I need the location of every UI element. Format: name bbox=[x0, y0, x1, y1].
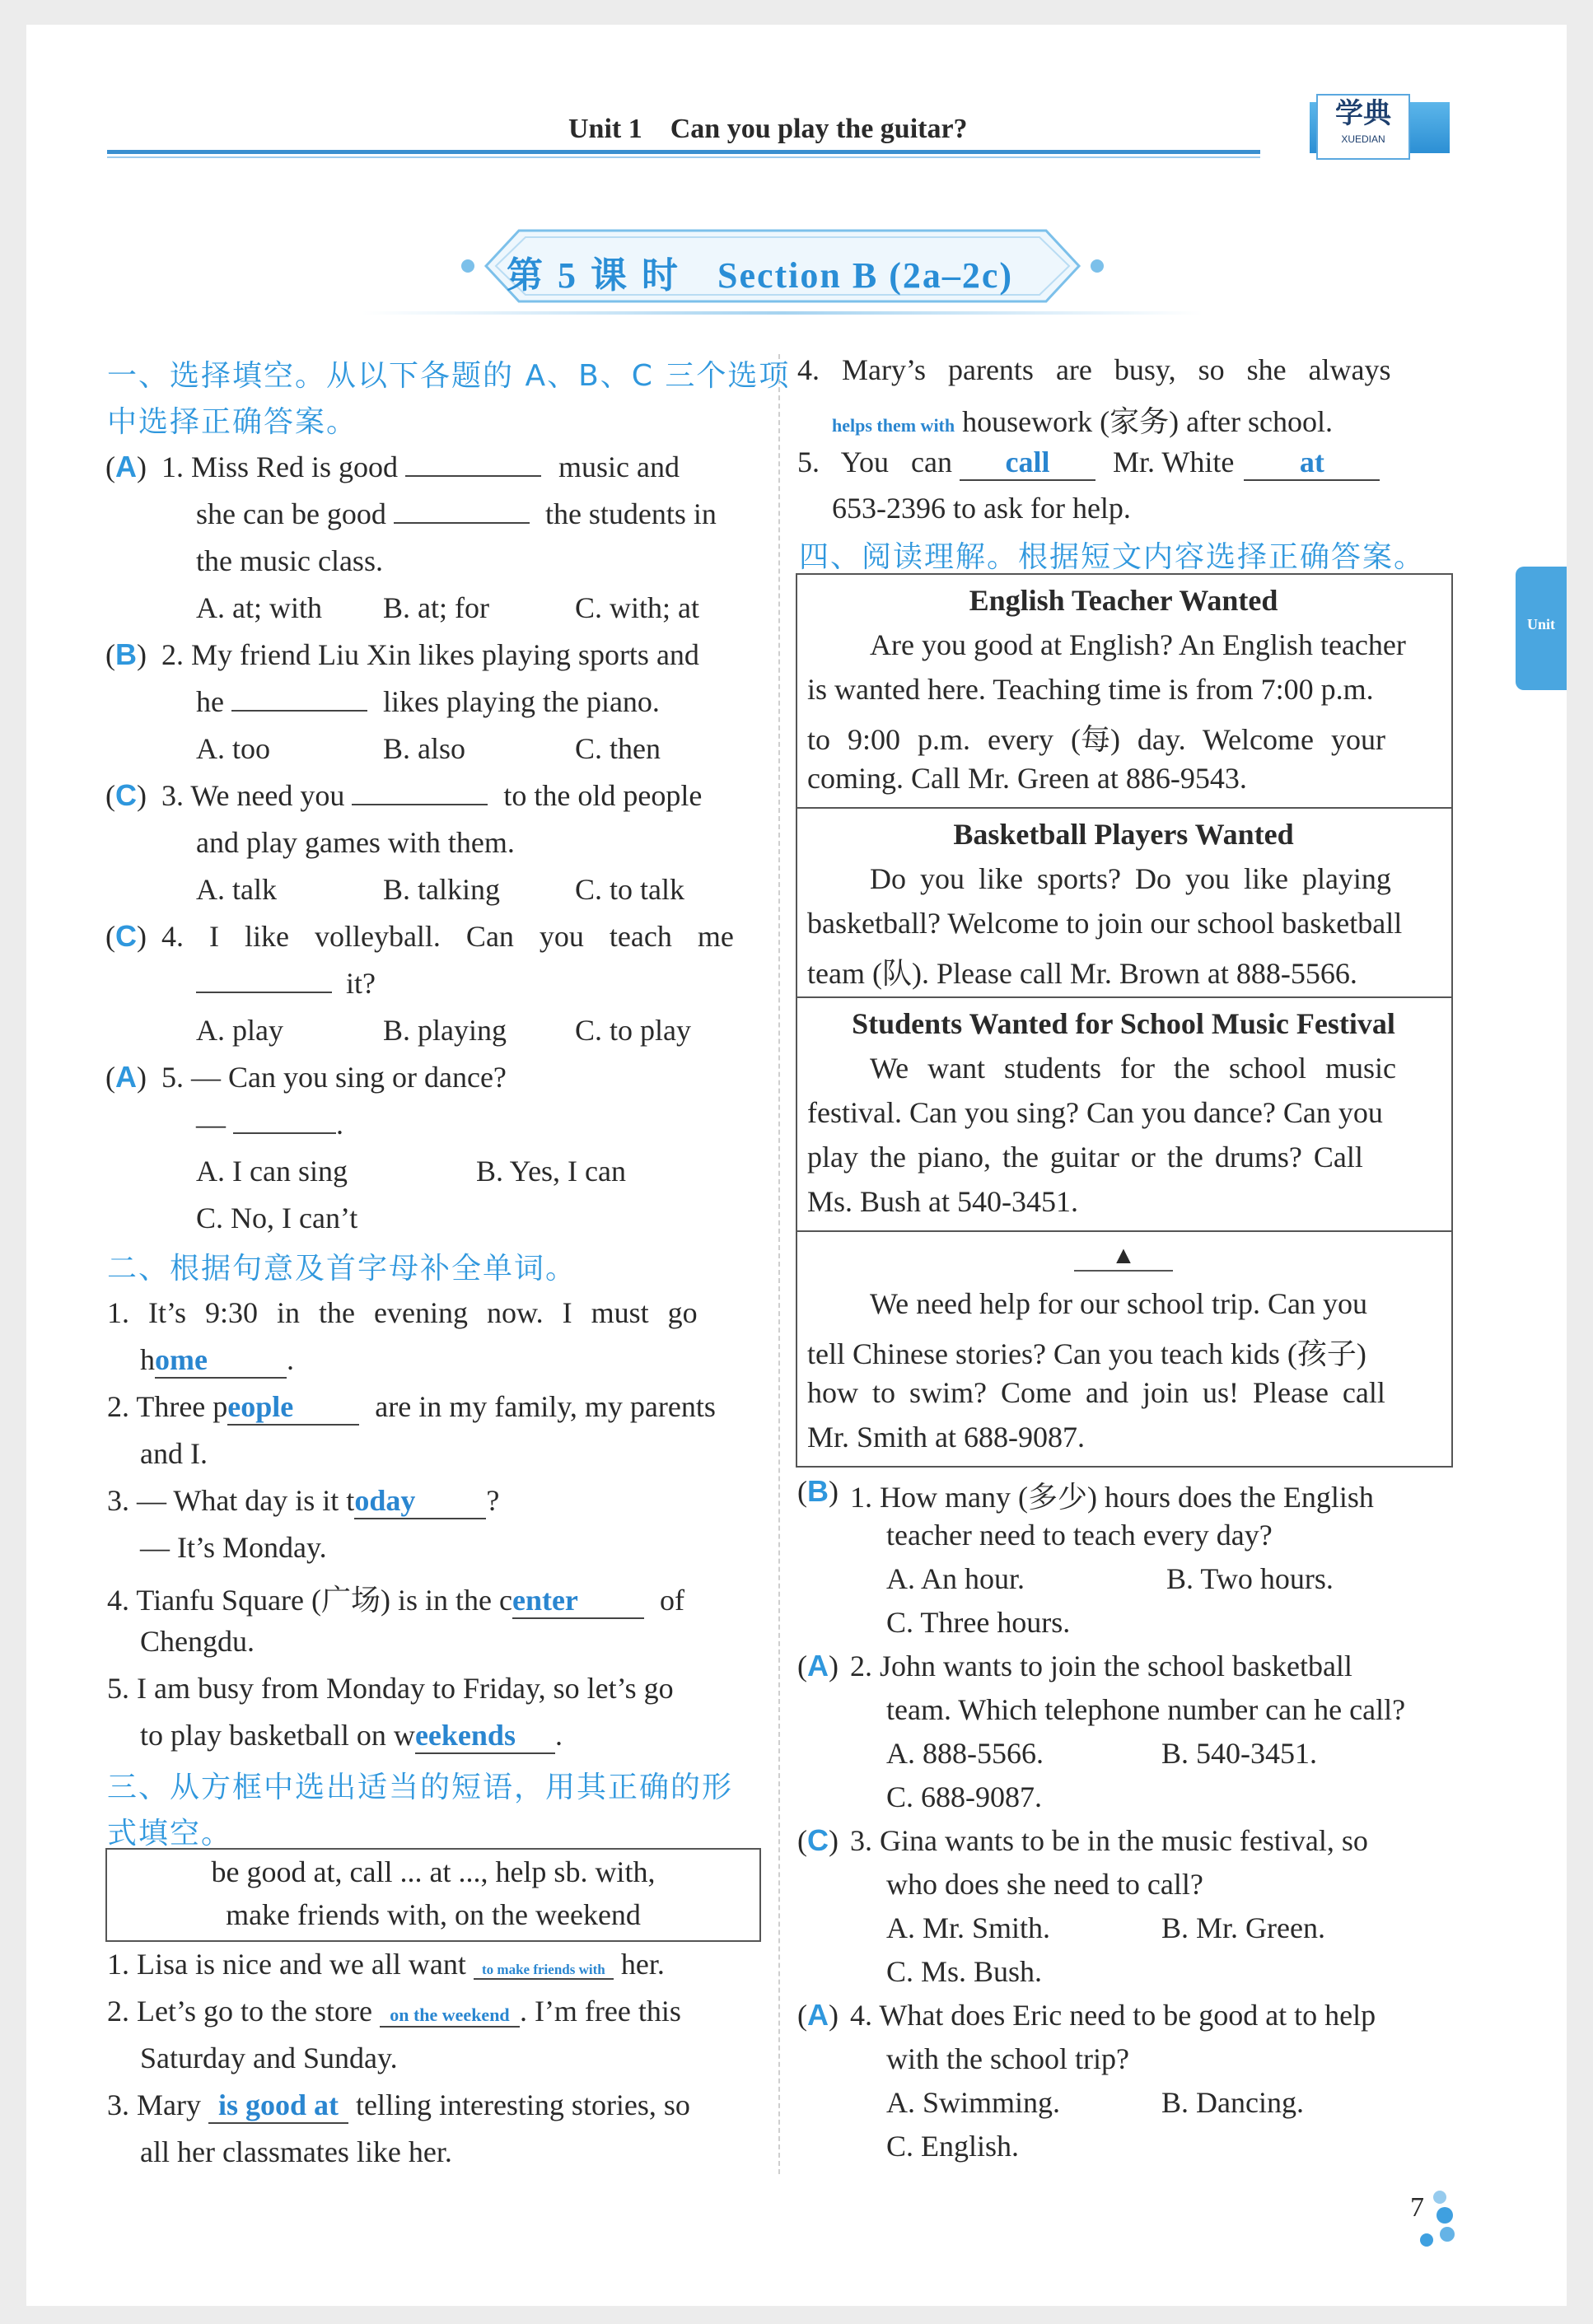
r4-option-b: B. Dancing. bbox=[1161, 2086, 1304, 2119]
q5-option-a: A. I can sing bbox=[196, 1155, 348, 1188]
q3-option-a: A. talk bbox=[196, 873, 277, 906]
decor-dot bbox=[1440, 2227, 1455, 2242]
q1-option-c: C. with; at bbox=[575, 591, 699, 624]
decor-dot bbox=[1437, 2207, 1453, 2224]
s2-item4-line1: 4. Tianfu Square (广场) is in the center of bbox=[107, 1577, 684, 1619]
section3-title-line1: 三、从方框中选出适当的短语，用其正确的形 bbox=[107, 1771, 734, 1804]
r3-line2: who does she need to call? bbox=[886, 1868, 1203, 1901]
section2-title: 二、根据句意及首字母补全单词。 bbox=[107, 1252, 577, 1286]
header-rule-thin bbox=[107, 156, 1260, 158]
s3-item2-line2: Saturday and Sunday. bbox=[140, 2042, 398, 2074]
ad1-line2: is wanted here. Teaching time is from 7:00 p.m. bbox=[807, 673, 1374, 706]
s3-item3-line1: 3. Mary is good at telling interesting stories, so bbox=[107, 2088, 690, 2124]
q2-line1: 2. My friend Liu Xin likes playing sports and bbox=[161, 638, 699, 671]
q1-line2: she can be good the students in bbox=[196, 497, 717, 530]
q2-option-a: A. too bbox=[196, 732, 270, 765]
r2-line2: team. Which telephone number can he call? bbox=[886, 1693, 1406, 1726]
s2-item3-line2: — It’s Monday. bbox=[140, 1531, 327, 1564]
s3-item5-line2: 653-2396 to ask for help. bbox=[832, 492, 1131, 525]
ad3-line3: play the piano, the guitar or the drums? Call bbox=[807, 1141, 1363, 1174]
q2-option-b: B. also bbox=[383, 732, 466, 765]
r1-answer: (B) bbox=[797, 1474, 839, 1508]
s3-item5-line1: 5. You can call Mr. White at bbox=[797, 445, 1380, 481]
phrase-box-line2: make friends with, on the weekend bbox=[226, 1898, 641, 1931]
r4-answer: (A) bbox=[797, 1998, 839, 2032]
s2-item2-fill: eople bbox=[227, 1390, 294, 1423]
q4-option-a: A. play bbox=[196, 1014, 283, 1047]
ad3-title: Students Wanted for School Music Festival bbox=[852, 1007, 1395, 1040]
r1-line1: 1. How many (多少) hours does the English bbox=[850, 1481, 1374, 1514]
ad3-line1: We want students for the school music bbox=[870, 1052, 1396, 1085]
ad4-line3: how to swim? Come and join us! Please call bbox=[807, 1376, 1385, 1409]
s2-item3-fill: oday bbox=[354, 1484, 416, 1517]
section3-title-line2: 式填空。 bbox=[107, 1817, 233, 1850]
q4-option-b: B. playing bbox=[383, 1014, 507, 1047]
ad4-line4: Mr. Smith at 688-9087. bbox=[807, 1421, 1086, 1454]
unit-side-tab: Unit bbox=[1516, 567, 1567, 690]
r3-option-b: B. Mr. Green. bbox=[1161, 1911, 1325, 1944]
s3-item4-fill: helps them with bbox=[832, 415, 955, 436]
s3-item3-line2: all her classmates like her. bbox=[140, 2135, 452, 2168]
r2-option-b: B. 540-3451. bbox=[1161, 1737, 1317, 1770]
q1-answer: (A) bbox=[105, 450, 147, 483]
s2-item1-line1: 1. It’s 9:30 in the evening now. I must go bbox=[107, 1296, 698, 1329]
ad2-title: Basketball Players Wanted bbox=[953, 818, 1294, 851]
q5-line2: — . bbox=[196, 1108, 343, 1141]
r4-line1: 4. What does Eric need to be good at to help bbox=[850, 1999, 1376, 2032]
s2-item4-line2: Chengdu. bbox=[140, 1625, 255, 1658]
brand-logo bbox=[1316, 94, 1410, 160]
s2-item2-line1: 2. Three people are in my family, my parents bbox=[107, 1389, 716, 1426]
r3-option-c: C. Ms. Bush. bbox=[886, 1955, 1043, 1988]
q4-answer: (C) bbox=[105, 919, 147, 953]
r1-option-c: C. Three hours. bbox=[886, 1606, 1071, 1639]
ads-divider-2 bbox=[796, 996, 1451, 998]
q2-line2: he likes playing the piano. bbox=[196, 685, 660, 718]
q5-option-b: B. Yes, I can bbox=[476, 1155, 627, 1188]
s2-item1-line2: home . bbox=[140, 1342, 294, 1379]
ad2-line3: team (队). Please call Mr. Brown at 888-5566. bbox=[807, 957, 1357, 990]
column-divider bbox=[778, 354, 780, 2174]
lesson-en: Section B (2a–2c) bbox=[717, 255, 1014, 296]
ad4-title-blank: ▲ bbox=[1074, 1242, 1173, 1272]
s2-item5-fill: eekends bbox=[414, 1719, 516, 1752]
q3-line2: and play games with them. bbox=[196, 826, 515, 859]
s3-item5-fill1: call bbox=[1005, 446, 1050, 478]
s3-item4-line1: 4. Mary’s parents are busy, so she always bbox=[797, 353, 1391, 386]
ad1-line1: Are you good at English? An English teacher bbox=[870, 628, 1406, 661]
ad1-line4: coming. Call Mr. Green at 886-9543. bbox=[807, 762, 1247, 795]
q3-line1: 3. We need you to the old people bbox=[161, 779, 703, 812]
r2-answer: (A) bbox=[797, 1649, 839, 1682]
q4-option-c: C. to play bbox=[575, 1014, 691, 1047]
q2-option-c: C. then bbox=[575, 732, 661, 765]
q1-line3: the music class. bbox=[196, 544, 383, 577]
s3-item1-fill: to make friends with bbox=[482, 1962, 605, 1977]
s2-item5-line2: to play basketball on weekends . bbox=[140, 1718, 563, 1754]
r3-option-a: A. Mr. Smith. bbox=[886, 1911, 1051, 1944]
q5-option-c: C. No, I can’t bbox=[196, 1202, 358, 1234]
q3-option-c: C. to talk bbox=[575, 873, 684, 906]
q3-option-b: B. talking bbox=[383, 873, 500, 906]
q2-answer: (B) bbox=[105, 637, 147, 671]
ad3-line2: festival. Can you sing? Can you dance? Can you bbox=[807, 1096, 1383, 1129]
r4-line2: with the school trip? bbox=[886, 2042, 1129, 2075]
unit-title: Unit 1 Can you play the guitar? bbox=[568, 114, 968, 144]
s3-item3-fill: is good at bbox=[217, 2088, 339, 2121]
s2-item2-line2: and I. bbox=[140, 1437, 208, 1470]
ad1-line3: to 9:00 p.m. every (每) day. Welcome your bbox=[807, 723, 1385, 756]
s2-item5-line1: 5. I am busy from Monday to Friday, so let’s go bbox=[107, 1672, 674, 1705]
s2-item3-line1: 3. — What day is it today ? bbox=[107, 1483, 499, 1519]
r1-line2: teacher need to teach every day? bbox=[886, 1519, 1273, 1552]
phrase-box bbox=[105, 1848, 761, 1942]
q3-answer: (C) bbox=[105, 778, 147, 812]
ad2-line1: Do you like sports? Do you like playing bbox=[870, 862, 1391, 895]
logo-cn: 学典 bbox=[1335, 99, 1391, 129]
q1-line1: 1. Miss Red is good music and bbox=[161, 450, 680, 483]
q5-answer: (A) bbox=[105, 1060, 147, 1094]
section1-title-line1: 一、选择填空。从以下各题的 A、B、C 三个选项 bbox=[107, 359, 791, 393]
phrase-box-line1: be good at, call ... at ..., help sb. with, bbox=[211, 1855, 656, 1888]
s3-item5-fill2: at bbox=[1299, 446, 1324, 478]
decor-dot bbox=[1433, 2191, 1446, 2204]
r3-line1: 3. Gina wants to be in the music festival, so bbox=[850, 1824, 1368, 1857]
s3-item1: 1. Lisa is nice and we all want to make friends with her. bbox=[107, 1948, 665, 1981]
r3-answer: (C) bbox=[797, 1823, 839, 1857]
ads-divider-3 bbox=[796, 1230, 1451, 1232]
r2-option-a: A. 888-5566. bbox=[886, 1737, 1044, 1770]
lesson-underline bbox=[362, 311, 1203, 315]
logo-en: XUEDIAN bbox=[1341, 133, 1385, 145]
r4-option-c: C. English. bbox=[886, 2130, 1020, 2163]
q1-option-b: B. at; for bbox=[383, 591, 489, 624]
ad1-title: English Teacher Wanted bbox=[969, 584, 1278, 617]
r1-option-b: B. Two hours. bbox=[1166, 1562, 1334, 1595]
lesson-cn: 第5课时 bbox=[507, 255, 693, 296]
ad3-line4: Ms. Bush at 540-3451. bbox=[807, 1185, 1079, 1218]
page-number: 7 bbox=[1410, 2192, 1424, 2223]
q5-line1: 5. — Can you sing or dance? bbox=[161, 1061, 507, 1094]
r4-option-a: A. Swimming. bbox=[886, 2086, 1061, 2119]
ad4-line2: tell Chinese stories? Can you teach kids (孩子) bbox=[807, 1337, 1366, 1370]
r2-option-c: C. 688-9087. bbox=[886, 1780, 1042, 1813]
ads-divider-1 bbox=[796, 807, 1451, 809]
decor-dot bbox=[1420, 2233, 1433, 2247]
q4-line2: it? bbox=[196, 966, 376, 1001]
r2-line1: 2. John wants to join the school basketball bbox=[850, 1650, 1352, 1682]
s3-item4-line2: helps them with housework (家务) after school. bbox=[832, 405, 1334, 438]
s3-item2-line1: 2. Let’s go to the store on the weekend . I’m free this bbox=[107, 1995, 681, 2028]
q1-option-a: A. at; with bbox=[196, 591, 322, 624]
lesson-title bbox=[507, 245, 1013, 298]
s2-item4-fill: enter bbox=[512, 1584, 578, 1617]
s3-item2-fill: on the weekend bbox=[390, 2004, 510, 2025]
q4-line1: 4. I like volleyball. Can you teach me bbox=[161, 920, 734, 953]
section1-title-line2: 中选择正确答案。 bbox=[107, 405, 358, 439]
ad4-line1: We need help for our school trip. Can you bbox=[870, 1287, 1367, 1320]
r1-option-a: A. An hour. bbox=[886, 1562, 1025, 1595]
s2-item1-fill: ome bbox=[155, 1343, 208, 1376]
header-rule bbox=[107, 150, 1260, 154]
section4-title: 四、阅读理解。根据短文内容选择正确答案。 bbox=[799, 540, 1426, 574]
ad2-line2: basketball? Welcome to join our school basketball bbox=[807, 907, 1403, 940]
